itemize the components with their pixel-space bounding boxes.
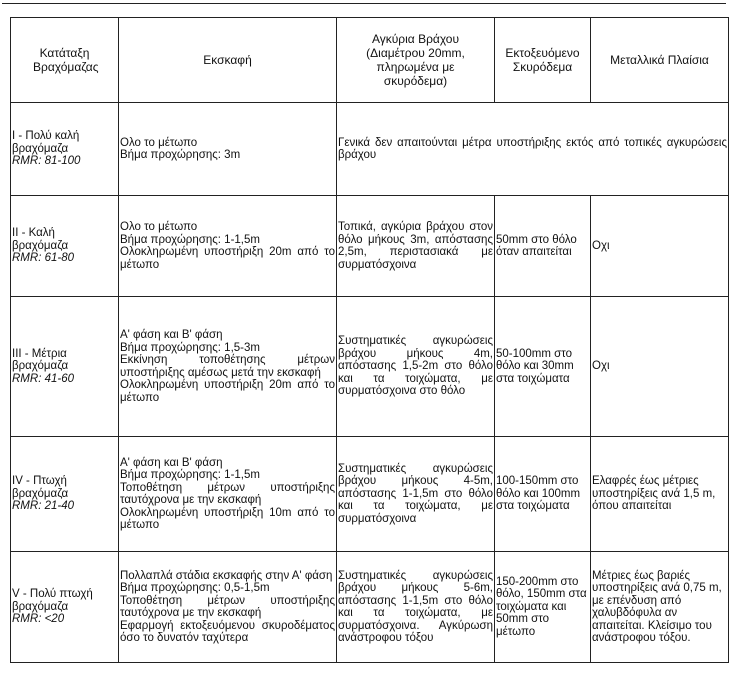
class-line: I - Πολύ καλή	[12, 130, 80, 143]
class-line: IV - Πτωχή	[12, 475, 67, 488]
excavation-line: Πολλαπλά στάδια εκσκαφής στην Α' φάση	[120, 569, 333, 582]
header-rock-class: Κατάταξη Βραχόμαζας	[11, 18, 119, 103]
excavation-line: Εφαρμογή εκτοξευόμενου σκυροδέματος όσο το δυνατόν ταχύτερα	[120, 619, 335, 644]
header-row	[11, 18, 729, 103]
table-row-class-5	[11, 552, 729, 663]
class-line: βραχόμαζα	[12, 239, 69, 252]
rock-class-cell	[11, 103, 119, 196]
steel-sets-cell: Ελαφρές έως μέτριες υποστηρίξεις ανά 1,5 m, όπου απαιτείται	[591, 437, 729, 552]
class-line: βραχόμαζα	[12, 600, 69, 613]
steel-sets-cell: Οχι	[591, 297, 729, 437]
excavation-line: Ολο το μέτωπο	[120, 221, 198, 233]
excavation-line: Τοποθέτηση μέτρων υποστήριξης ταυτόχρονα με την εκσκαφή	[120, 481, 335, 506]
excavation-cell	[119, 103, 337, 196]
excavation-line: Βήμα προχώρησης: 0,5-1,5m	[120, 582, 270, 594]
rock-bolts-cell: Συστηματικές αγκυρώσεις βράχου μήκους 4m, απόστασης 1,5-2m στο θόλο και τα τοιχώματα, με συρματόσχοινα στο θόλο	[337, 297, 495, 437]
rock-bolts-cell: Τοπικά, αγκύρια βράχου στον θόλο μήκους 3m, απόστασης 2,5m, περιστασιακά με συρματόσχοινα	[337, 196, 495, 297]
rmr-range: RMR: 21-40	[12, 500, 74, 513]
excavation-line: Βήμα προχώρησης: 1,5-3m	[120, 341, 260, 354]
excavation-line: Ολοκληρωμένη υποστήριξη 20m από το μέτωπο	[120, 379, 335, 404]
class-line: βραχόμαζα	[12, 142, 69, 155]
excavation-line: Βήμα προχώρησης: 1-1,5m	[120, 469, 260, 481]
excavation-line: Βήμα προχώρησης: 3m	[120, 149, 241, 161]
excavation-line: Α' φάση και Β' φάση	[120, 456, 223, 469]
header-steel-sets: Μεταλλικά Πλαίσια	[591, 18, 729, 103]
shotcrete-cell: 100-150mm στο θόλο και 100mm στα τοιχώματα	[495, 437, 591, 552]
excavation-line: Ολοκληρωμένη υποστήριξη 10m από το μέτωπο	[120, 506, 335, 531]
header-excavation: Εκσκαφή	[119, 18, 337, 103]
table-row-class-2	[11, 196, 729, 297]
class-line: II - Καλή	[12, 227, 55, 240]
excavation-line: Βήμα προχώρησης: 1-1,5m	[120, 233, 260, 246]
steel-sets-cell: Μέτριες έως βαριές υποστηρίξεις ανά 0,75 m, με επένδυση από χαλυβδόφυλα αν απαιτείται. Κλείσιμο του ανάστροφου τόξου.	[591, 552, 729, 663]
merged-support-cell: Γενικά δεν απαιτούνται μέτρα υποστήριξης εκτός από τοπικές αγκυρώσεις βράχου	[337, 103, 729, 196]
excavation-cell	[119, 437, 337, 552]
rock-class-cell	[11, 196, 119, 297]
table-row-class-1	[11, 103, 729, 196]
rmr-range: RMR: 41-60	[12, 372, 74, 385]
rock-bolts-cell: Συστηματικές αγκυρώσεις βράχου μήκους 5-6m, απόστασης 1-1,5m στο θόλο και τα τοιχώματα, με συρματόσχοινα. Αγκύρωση ανάστροφου τόξου	[337, 552, 495, 663]
header-shotcrete: Εκτοξευόμενο Σκυρόδεμα	[495, 18, 591, 103]
rock-class-cell	[11, 297, 119, 437]
excavation-cell	[119, 297, 337, 437]
class-line: V - Πολύ πτωχή	[12, 588, 93, 601]
excavation-line: Ολοκληρωμένη υποστήριξη 20m από το μέτωπο	[120, 246, 335, 271]
shotcrete-cell: 150-200mm στο θόλο, 150mm στα τοιχώματα και 50mm στο μέτωπο	[495, 552, 591, 663]
rock-class-cell	[11, 552, 119, 663]
rmr-range: RMR: <20	[12, 613, 65, 626]
rmr-range: RMR: 81-100	[12, 155, 81, 168]
rock-bolts-cell: Συστηματικές αγκυρώσεις βράχου μήκους 4-5m, απόστασης 1-1,5m στο θόλο και τα τοιχώματα, με συρματόσχοινα	[337, 437, 495, 552]
excavation-cell	[119, 196, 337, 297]
table-row-class-4	[11, 437, 729, 552]
class-line: βραχόμαζα	[12, 360, 69, 373]
class-line: III - Μέτρια	[12, 347, 67, 360]
excavation-line: Εκκίνηση τοποθέτησης μέτρων υποστήριξης αμέσως μετά την εκσκαφή	[120, 354, 335, 379]
excavation-line: Τοποθέτηση μέτρων υποστήριξης ταυτόχρονα με την εκσκαφή	[120, 594, 335, 619]
excavation-line: Ολο το μέτωπο	[120, 136, 198, 149]
shotcrete-cell: 50-100mm στο θόλο και 30mm στα τοιχώματα	[495, 297, 591, 437]
excavation-line: Α' φάση και Β' φάση	[120, 329, 223, 341]
rmr-range: RMR: 61-80	[12, 252, 74, 265]
shotcrete-cell: 50mm στο θόλο όταν απαιτείται	[495, 196, 591, 297]
top-rule	[2, 3, 726, 4]
rock-class-cell	[11, 437, 119, 552]
header-rock-bolts: Αγκύρια Βράχου (Διαμέτρου 20mm, πληρωμένα με σκυρόδεμα)	[337, 18, 495, 103]
table-row-class-3	[11, 297, 729, 437]
rock-support-table	[10, 17, 729, 663]
excavation-cell	[119, 552, 337, 663]
class-line: βραχόμαζα	[12, 487, 69, 500]
steel-sets-cell: Οχι	[591, 196, 729, 297]
